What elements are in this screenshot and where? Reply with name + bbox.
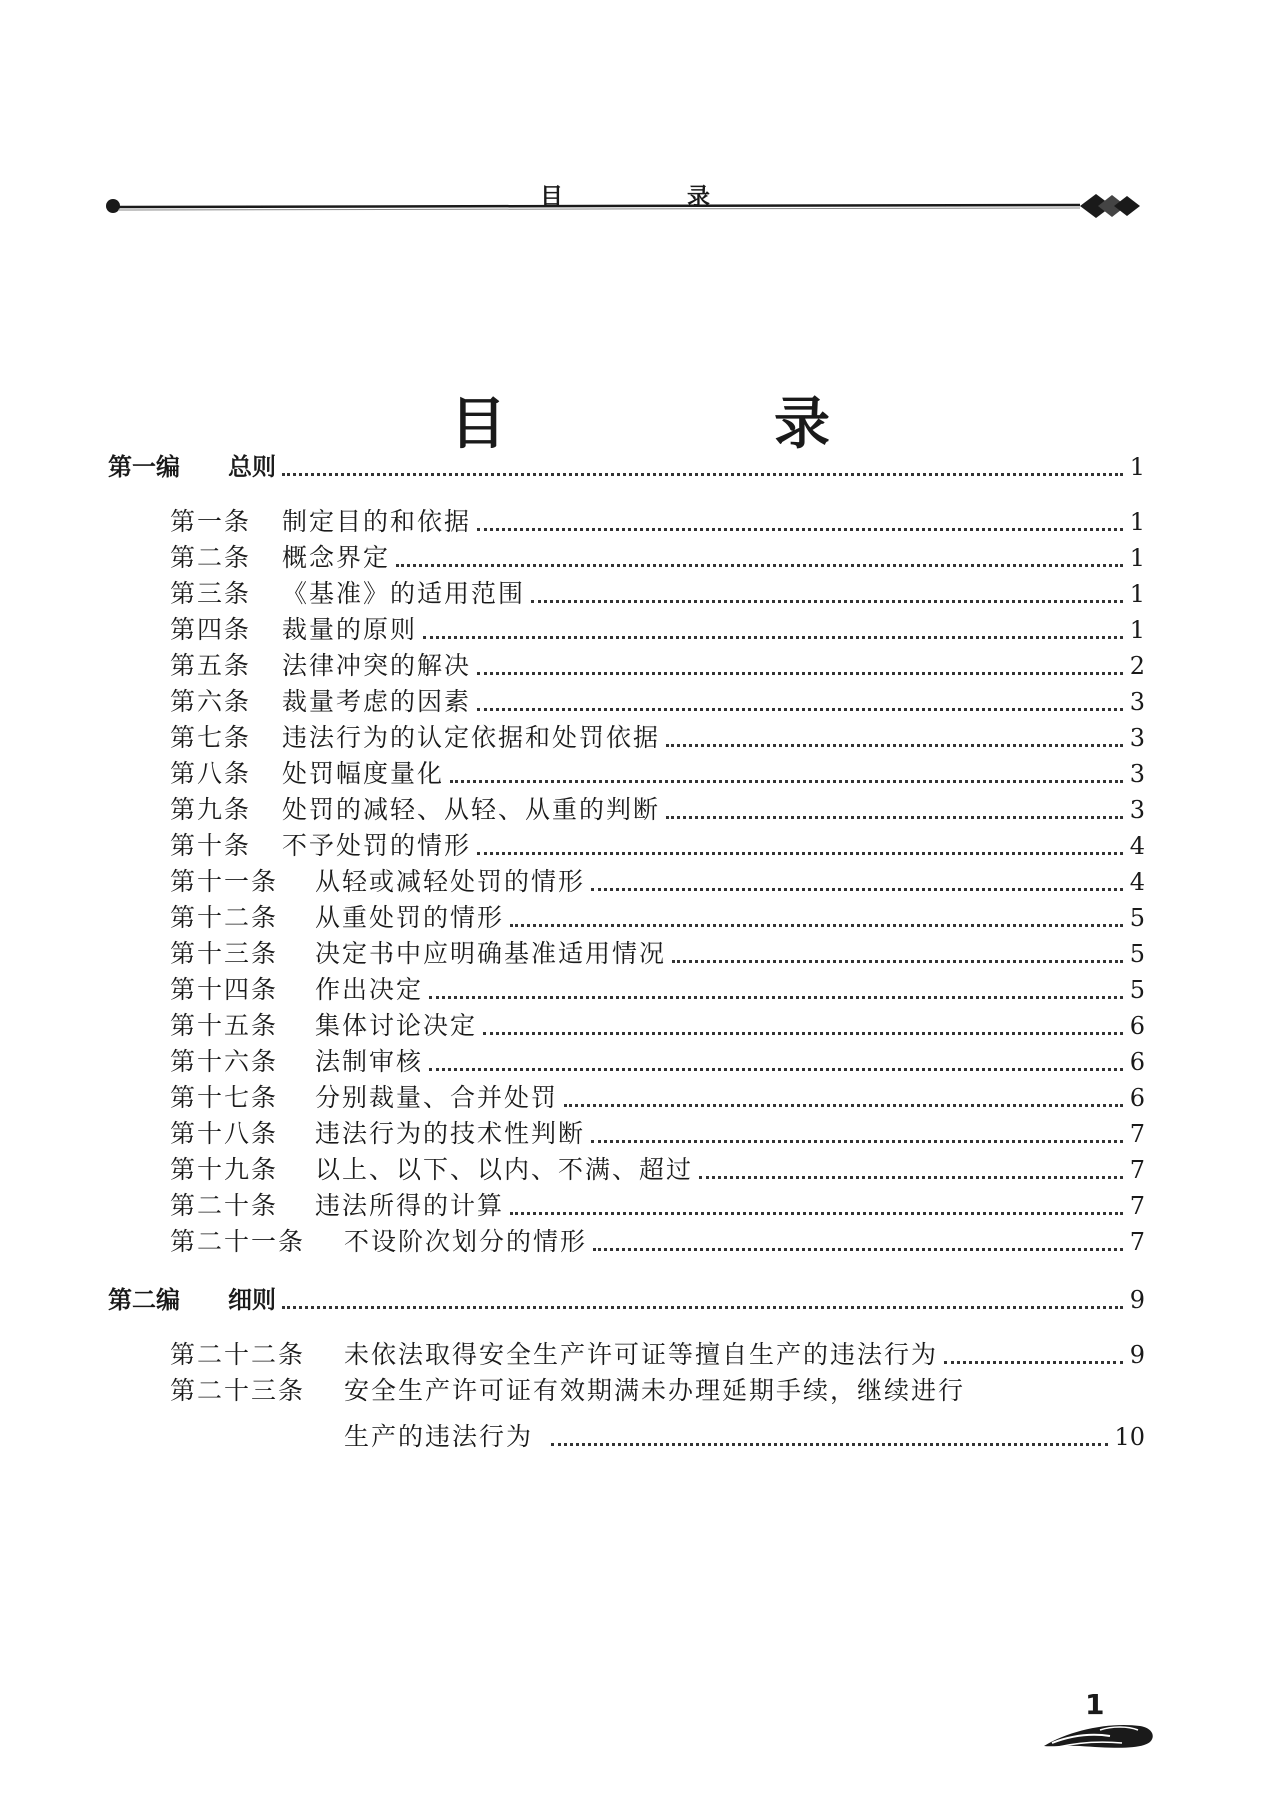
toc-entry-title: 法制审核 (315, 1047, 424, 1076)
toc-article-row (170, 613, 1145, 647)
toc-entry-page: 3 (1129, 688, 1145, 716)
toc-entry-title: 从轻或减轻处罚的情形 (315, 867, 586, 896)
toc-dot-leader (429, 996, 1123, 999)
toc-article-row (170, 865, 1145, 899)
wave-ornament-icon (1040, 1716, 1160, 1756)
toc-entry-title: 违法行为的技术性判断 (315, 1119, 586, 1148)
toc-article-continuation-row (344, 1420, 1145, 1454)
toc-article-row (170, 937, 1145, 971)
running-head-left-char: 目 (540, 183, 563, 210)
toc-dot-leader (593, 1248, 1123, 1251)
toc-article-row (170, 793, 1145, 827)
toc-dot-leader (666, 816, 1123, 819)
toc-dot-leader (510, 1212, 1123, 1215)
toc-entry-title: 作出决定 (315, 975, 424, 1004)
toc-entry-page: 5 (1129, 904, 1145, 932)
toc-entry-page: 7 (1129, 1156, 1145, 1184)
toc-entry-page: 7 (1129, 1120, 1145, 1148)
toc-entry-title: 以上、以下、以内、不满、超过 (315, 1155, 694, 1184)
toc-entry-title: 处罚的减轻、从轻、从重的判断 (282, 795, 661, 824)
toc-article-row (170, 541, 1145, 575)
toc-entry-title: 《基准》的适用范围 (282, 579, 526, 608)
toc-entry-title-continuation: 生产的违法行为 (344, 1422, 534, 1451)
toc-dot-leader (699, 1176, 1123, 1179)
toc-article-row (170, 1338, 1145, 1372)
toc-dot-leader (477, 528, 1123, 531)
toc-entry-page: 1 (1129, 508, 1145, 536)
toc-entry-page: 1 (1129, 453, 1145, 481)
toc-entry-number: 第二十条 (170, 1191, 279, 1220)
toc-article-row (170, 1374, 965, 1408)
toc-entry-number: 第十四条 (170, 975, 279, 1004)
page-title (450, 380, 830, 460)
page-number: 1 (1085, 1688, 1105, 1721)
toc-entry-number: 第十五条 (170, 1011, 279, 1040)
toc-entry-title: 未依法取得安全生产许可证等擅自生产的违法行为 (344, 1340, 939, 1369)
toc-entry-number: 第二十三条 (170, 1376, 306, 1405)
toc-entry-number: 第十七条 (170, 1083, 279, 1112)
toc-dot-leader (551, 1443, 1108, 1446)
toc-entry-number: 第九条 (170, 795, 252, 824)
toc-entry-title: 处罚幅度量化 (282, 759, 445, 788)
toc-part-row (108, 1283, 1145, 1317)
toc-entry-page: 9 (1129, 1286, 1145, 1314)
toc-article-row (170, 1117, 1145, 1151)
toc-dot-leader (666, 744, 1123, 747)
toc-dot-leader (531, 600, 1123, 603)
toc-dot-leader (282, 1306, 1123, 1309)
toc-entry-number: 第十一条 (170, 867, 279, 896)
toc-article-row (170, 1189, 1145, 1223)
toc-entry-title: 分别裁量、合并处罚 (315, 1083, 559, 1112)
toc-entry-title: 裁量考虑的因素 (282, 687, 472, 716)
toc-entry-title: 法律冲突的解决 (282, 651, 472, 680)
running-head-label (540, 178, 710, 211)
toc-dot-leader (483, 1032, 1123, 1035)
toc-entry-title: 决定书中应明确基准适用情况 (315, 939, 667, 968)
toc-dot-leader (564, 1104, 1123, 1107)
toc-entry-page: 9 (1129, 1341, 1145, 1369)
toc-entry-page: 5 (1129, 940, 1145, 968)
toc-entry-page: 3 (1129, 796, 1145, 824)
toc-entry-title: 细则 (228, 1286, 276, 1314)
toc-entry-number: 第十三条 (170, 939, 279, 968)
toc-article-row (170, 1225, 1145, 1259)
toc-entry-title: 制定目的和依据 (282, 507, 472, 536)
toc-entry-number: 第六条 (170, 687, 252, 716)
toc-entry-title: 安全生产许可证有效期满未办理延期手续，继续进行 (344, 1376, 966, 1405)
toc-entry-title: 违法所得的计算 (315, 1191, 505, 1220)
toc-entry-number: 第八条 (170, 759, 252, 788)
toc-entry-number: 第十九条 (170, 1155, 279, 1184)
running-head (0, 150, 1280, 230)
toc-dot-leader (282, 473, 1123, 476)
toc-article-row (170, 505, 1145, 539)
toc-entry-number: 第三条 (170, 579, 252, 608)
toc-article-row (170, 1081, 1145, 1115)
toc-entry-page: 3 (1129, 724, 1145, 752)
toc-entry-number: 第十条 (170, 831, 252, 860)
toc-entry-page: 5 (1129, 976, 1145, 1004)
toc-article-row (170, 757, 1145, 791)
toc-entry-page: 1 (1129, 580, 1145, 608)
toc-dot-leader (429, 1068, 1123, 1071)
toc-entry-number: 第一编 (108, 453, 180, 481)
toc-entry-number: 第七条 (170, 723, 252, 752)
toc-dot-leader (510, 924, 1123, 927)
toc-entry-page: 6 (1129, 1012, 1145, 1040)
toc-dot-leader (450, 780, 1123, 783)
toc-entry-title: 裁量的原则 (282, 615, 418, 644)
toc-article-row (170, 829, 1145, 863)
toc-entry-title: 违法行为的认定依据和处罚依据 (282, 723, 661, 752)
toc-entry-page: 6 (1129, 1084, 1145, 1112)
toc-article-row (170, 973, 1145, 1007)
toc-dot-leader (396, 564, 1123, 567)
toc-entry-title: 不予处罚的情形 (282, 831, 472, 860)
toc-entry-page: 4 (1129, 868, 1145, 896)
toc-dot-leader (477, 672, 1123, 675)
toc-dot-leader (423, 636, 1123, 639)
toc-dot-leader (944, 1361, 1123, 1364)
toc-entry-page: 7 (1129, 1192, 1145, 1220)
rule-start-dot-icon (106, 199, 120, 213)
toc-article-row (170, 1153, 1145, 1187)
toc-entry-number: 第五条 (170, 651, 252, 680)
toc-entry-page: 2 (1129, 652, 1145, 680)
toc-entry-page: 1 (1129, 616, 1145, 644)
toc-article-row (170, 721, 1145, 755)
toc-article-row (170, 901, 1145, 935)
toc-entry-page: 10 (1114, 1423, 1145, 1451)
toc-entry-number: 第十八条 (170, 1119, 279, 1148)
toc-dot-leader (477, 852, 1123, 855)
toc-entry-title: 集体讨论决定 (315, 1011, 478, 1040)
toc-entry-title: 总则 (228, 453, 276, 481)
toc-part-row (108, 450, 1145, 484)
toc-entry-number: 第二十二条 (170, 1340, 306, 1369)
toc-dot-leader (477, 708, 1123, 711)
toc-entry-page: 4 (1129, 832, 1145, 860)
toc-entry-number: 第二编 (108, 1286, 180, 1314)
toc-article-row (170, 649, 1145, 683)
toc-entry-title: 从重处罚的情形 (315, 903, 505, 932)
toc-article-row (170, 1009, 1145, 1043)
toc-entry-title: 概念界定 (282, 543, 391, 572)
toc-entry-number: 第二十一条 (170, 1227, 306, 1256)
toc-dot-leader (591, 1140, 1123, 1143)
toc-entry-number: 第四条 (170, 615, 252, 644)
running-head-right-char: 录 (687, 183, 710, 210)
toc-entry-number: 第二条 (170, 543, 252, 572)
toc-dot-leader (591, 888, 1123, 891)
toc-entry-page: 7 (1129, 1228, 1145, 1256)
page-title-left-char: 目 (450, 391, 506, 457)
toc-dot-leader (672, 960, 1123, 963)
toc-article-row (170, 685, 1145, 719)
toc-article-row (170, 1045, 1145, 1079)
toc-entry-page: 6 (1129, 1048, 1145, 1076)
rule-end-diamonds-icon (1080, 194, 1140, 218)
toc-entry-number: 第十二条 (170, 903, 279, 932)
toc-entry-page: 3 (1129, 760, 1145, 788)
page-title-right-char: 录 (774, 391, 830, 457)
toc-entry-number: 第一条 (170, 507, 252, 536)
toc-article-row (170, 577, 1145, 611)
toc-entry-title: 不设阶次划分的情形 (344, 1227, 588, 1256)
toc-entry-number: 第十六条 (170, 1047, 279, 1076)
toc-entry-page: 1 (1129, 544, 1145, 572)
